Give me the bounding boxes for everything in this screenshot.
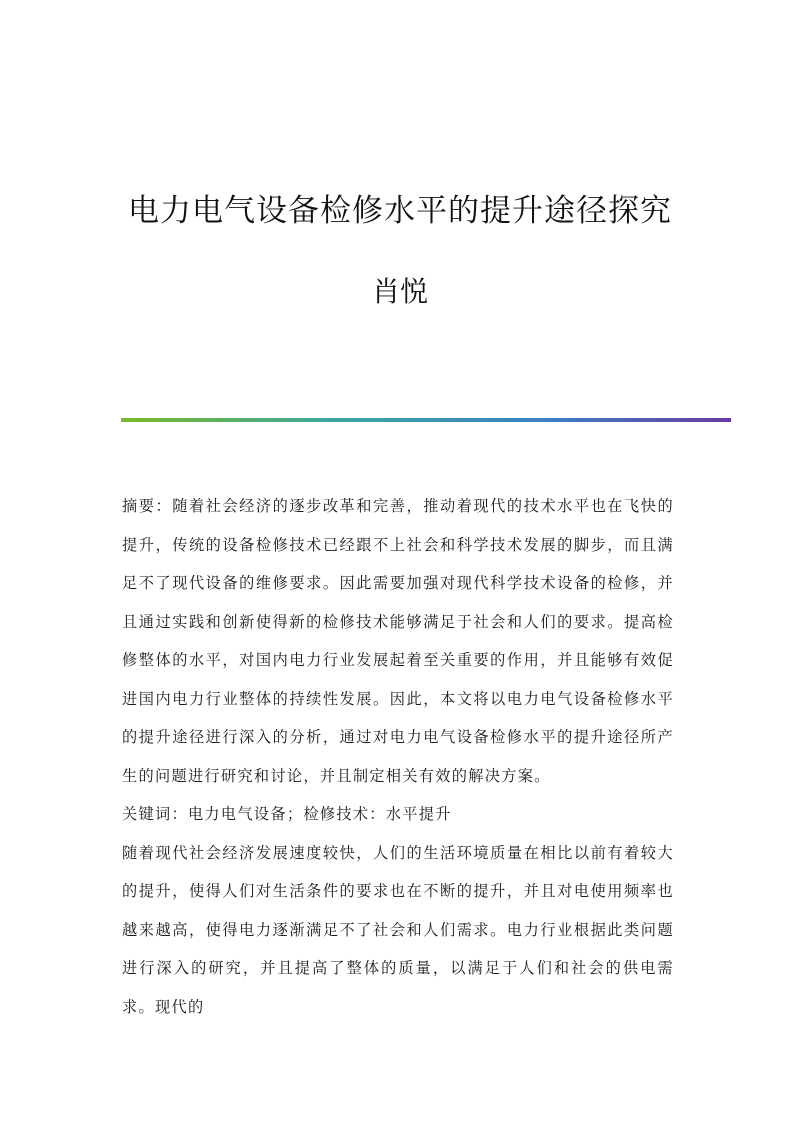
gradient-divider: [121, 418, 731, 422]
document-title: 电力电气设备检修水平的提升途径探究: [128, 193, 672, 229]
keywords-line: 关键词：电力电气设备；检修技术：水平提升: [122, 805, 452, 823]
intro-paragraph: 随着现代社会经济发展速度较快，人们的生活环境质量在相比以前有着较大的提升，使得人们对生活条件的要求也在不断的提升，并且对电使用频率也越来越高，使得电力逐渐满足不了社会和人们需求。电力行业根据此类问题进行深入的研究，并且提高了整体的质量，以满足于人们和社会的供电需求。现代的: [122, 843, 674, 1016]
body-text: [122, 487, 674, 1026]
abstract-paragraph: 摘要：随着社会经济的逐步改革和完善，推动着现代的技术水平也在飞快的提升，传统的设备检修技术已经跟不上社会和科学技术发展的脚步，而且满足不了现代设备的维修要求。因此需要加强对现代科学技术设备的检修，并且通过实践和创新使得新的检修技术能够满足于社会和人们的要求。提高检修整体的水平，对国内电力行业发展起着至关重要的作用，并且能够有效促进国内电力行业整体的持续性发展。因此，本文将以电力电气设备检修水平的提升途径进行深入的分析，通过对电力电气设备检修水平的提升途径所产生的问题进行研究和讨论，并且制定相关有效的解决方案。: [122, 497, 674, 785]
author-name: 肖悦: [371, 275, 428, 308]
